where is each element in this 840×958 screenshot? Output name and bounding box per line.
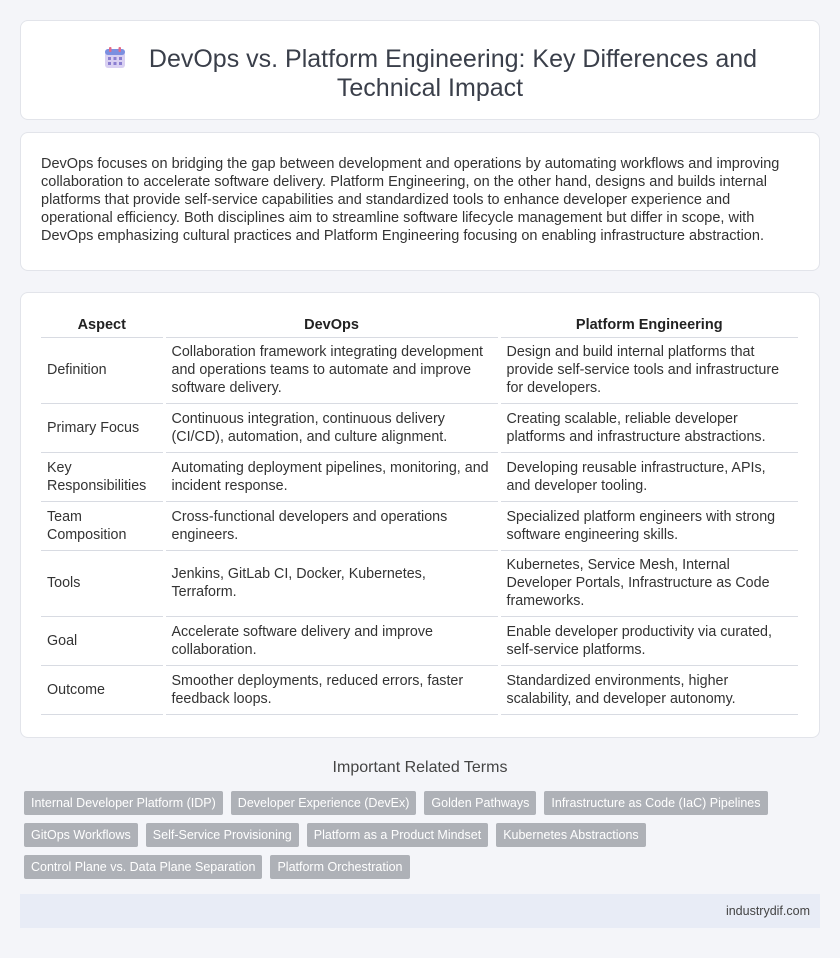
cell-platform: Design and build internal platforms that provide self-service tools and infrastructure for developers.	[499, 337, 798, 403]
header-aspect: Aspect	[41, 315, 164, 337]
calendar-grid-icon	[103, 46, 127, 70]
footer	[20, 894, 820, 928]
tag-iac-pipelines[interactable]: Infrastructure as Code (IaC) Pipelines	[544, 791, 767, 815]
cell-aspect: Outcome	[41, 665, 164, 714]
tag-control-plane-separation[interactable]: Control Plane vs. Data Plane Separation	[24, 855, 262, 879]
table-row	[41, 501, 798, 550]
tag-row	[24, 823, 824, 847]
tag-kubernetes-abstractions[interactable]: Kubernetes Abstractions	[496, 823, 646, 847]
cell-platform: Standardized environments, higher scalability, and developer autonomy.	[499, 665, 798, 714]
related-terms-tags	[24, 791, 824, 887]
cell-aspect: Team Composition	[41, 501, 164, 550]
table-row	[41, 616, 798, 665]
tag-internal-developer-platform[interactable]: Internal Developer Platform (IDP)	[24, 791, 223, 815]
header-devops: DevOps	[164, 315, 499, 337]
footer-site-link[interactable]: industrydif.com	[725, 904, 810, 918]
cell-aspect: Key Responsibilities	[41, 452, 164, 501]
table-header-row	[41, 315, 798, 337]
cell-platform: Developing reusable infrastructure, APIs, and developer tooling.	[499, 452, 798, 501]
table-row	[41, 550, 798, 616]
cell-aspect: Primary Focus	[41, 403, 164, 452]
table-row	[41, 452, 798, 501]
cell-aspect: Goal	[41, 616, 164, 665]
cell-devops: Accelerate software delivery and improve collaboration.	[164, 616, 499, 665]
comparison-card	[20, 292, 820, 738]
intro-card	[20, 132, 820, 271]
comparison-table	[41, 315, 798, 715]
cell-devops: Automating deployment pipelines, monitoring, and incident response.	[164, 452, 499, 501]
table-row	[41, 337, 798, 403]
table-row	[41, 665, 798, 714]
page-title-wrap	[61, 45, 799, 103]
tag-row	[24, 855, 824, 879]
cell-devops: Cross-functional developers and operations engineers.	[164, 501, 499, 550]
cell-platform: Enable developer productivity via curated, self-service platforms.	[499, 616, 798, 665]
cell-platform: Specialized platform engineers with strong software engineering skills.	[499, 501, 798, 550]
cell-devops: Smoother deployments, reduced errors, faster feedback loops.	[164, 665, 499, 714]
tag-platform-orchestration[interactable]: Platform Orchestration	[270, 855, 409, 879]
intro-paragraph: DevOps focuses on bridging the gap between development and operations by automating workflows and improving collaboration to accelerate software delivery. Platform Engineering, on the other hand, designs and builds internal platforms that provide self-service capabilities and standardized tools to enhance developer experience and operational efficiency. Both disciplines aim to streamline software lifecycle management but differ in scope, with DevOps emphasizing cultural practices and Platform Engineering focusing on enabling infrastructure abstraction.	[41, 156, 780, 244]
tag-golden-pathways[interactable]: Golden Pathways	[424, 791, 536, 815]
cell-aspect: Tools	[41, 550, 164, 616]
cell-devops: Collaboration framework integrating development and operations teams to automate and improve software delivery.	[164, 337, 499, 403]
cell-aspect: Definition	[41, 337, 164, 403]
tag-platform-as-product[interactable]: Platform as a Product Mindset	[307, 823, 488, 847]
tag-self-service-provisioning[interactable]: Self-Service Provisioning	[146, 823, 299, 847]
tag-developer-experience[interactable]: Developer Experience (DevEx)	[231, 791, 417, 815]
page-title: DevOps vs. Platform Engineering: Key Differences and Technical Impact	[148, 45, 758, 102]
cell-platform: Creating scalable, reliable developer platforms and infrastructure abstractions.	[499, 403, 798, 452]
tag-gitops-workflows[interactable]: GitOps Workflows	[24, 823, 138, 847]
cell-platform: Kubernetes, Service Mesh, Internal Developer Portals, Infrastructure as Code frameworks.	[499, 550, 798, 616]
cell-devops: Jenkins, GitLab CI, Docker, Kubernetes, Terraform.	[164, 550, 499, 616]
cell-devops: Continuous integration, continuous delivery (CI/CD), automation, and culture alignment.	[164, 403, 499, 452]
header-platform-engineering: Platform Engineering	[499, 315, 798, 337]
tag-row	[24, 791, 824, 815]
header-card	[20, 20, 820, 120]
table-row	[41, 403, 798, 452]
related-terms-title: Important Related Terms	[332, 759, 508, 776]
